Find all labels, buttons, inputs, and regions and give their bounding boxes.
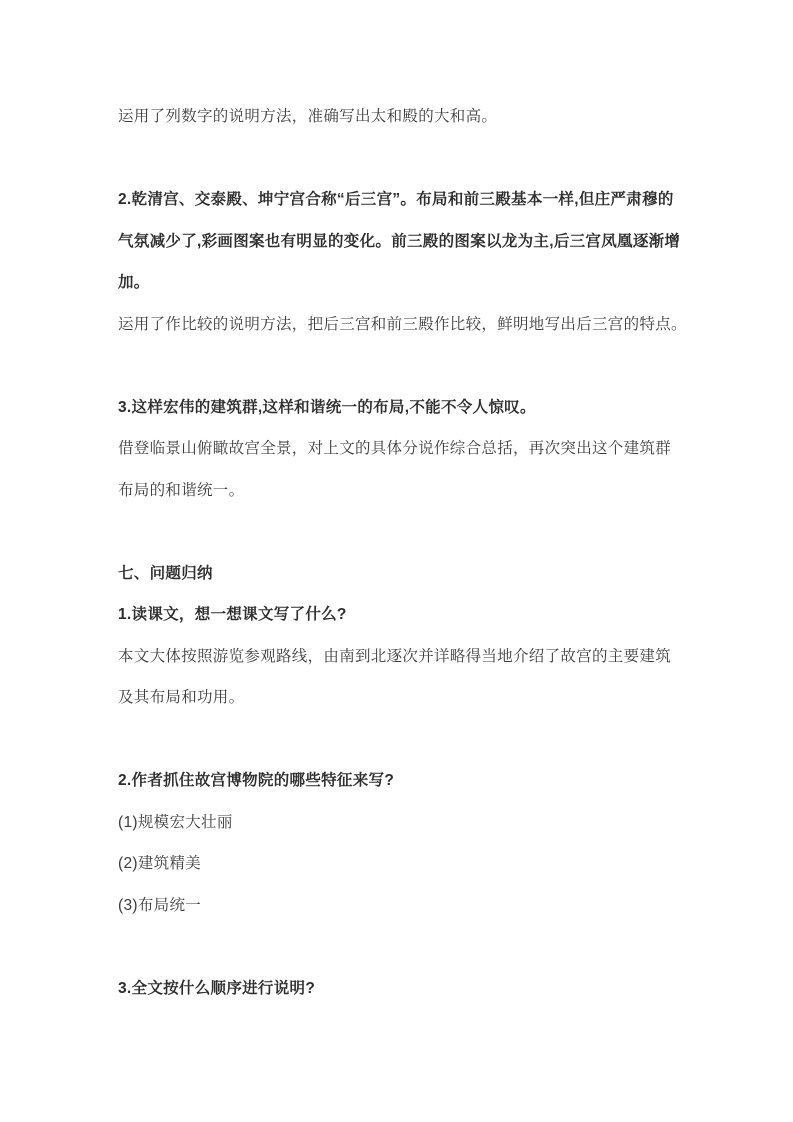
- answer-line: 运用了列数字的说明方法，准确写出太和殿的大和高。: [118, 108, 498, 125]
- answer-line: 及其布局和功用。: [118, 689, 245, 706]
- answer-line: 运用了作比较的说明方法，把后三宫和前三殿作比较，鲜明地写出后三宫的特点。: [118, 315, 687, 333]
- question-2-line: 气氛减少了,彩画图案也有明显的变化。前三殿的图案以龙为主,后三宫凤凰逐渐增: [118, 232, 681, 250]
- question-3-title: 3.全文按什么顺序进行说明?: [118, 979, 316, 997]
- answer-item: (1)规模宏大壮丽: [118, 813, 233, 831]
- question-2-line: 加。: [118, 274, 150, 291]
- answer-item: (2)建筑精美: [118, 855, 202, 872]
- answer-item: (3)布局统一: [118, 896, 202, 914]
- answer-line: 借登临景山俯瞰故宫全景，对上文的具体分说作综合总括，再次突出这个建筑群: [118, 440, 672, 457]
- answer-line: 布局的和谐统一。: [118, 481, 245, 499]
- question-2-title: 2.作者抓住故宫博物院的哪些特征来写?: [118, 772, 395, 789]
- question-3-line: 3.这样宏伟的建筑群,这样和谐统一的布局,不能不令人惊叹。: [118, 398, 536, 416]
- section-heading: 七、问题归纳: [118, 564, 213, 582]
- answer-line: 本文大体按照游览参观路线，由南到北逐次并详略得当地介绍了故宫的主要建筑: [118, 647, 672, 665]
- question-1-title: 1.读课文，想一想课文写了什么?: [118, 606, 347, 623]
- document-content: [118, 96, 718, 1009]
- question-2-line: 2.乾清宫、交泰殿、坤宁宫合称“后三宫”。布局和前三殿基本一样,但庄严肃穆的: [118, 191, 674, 208]
